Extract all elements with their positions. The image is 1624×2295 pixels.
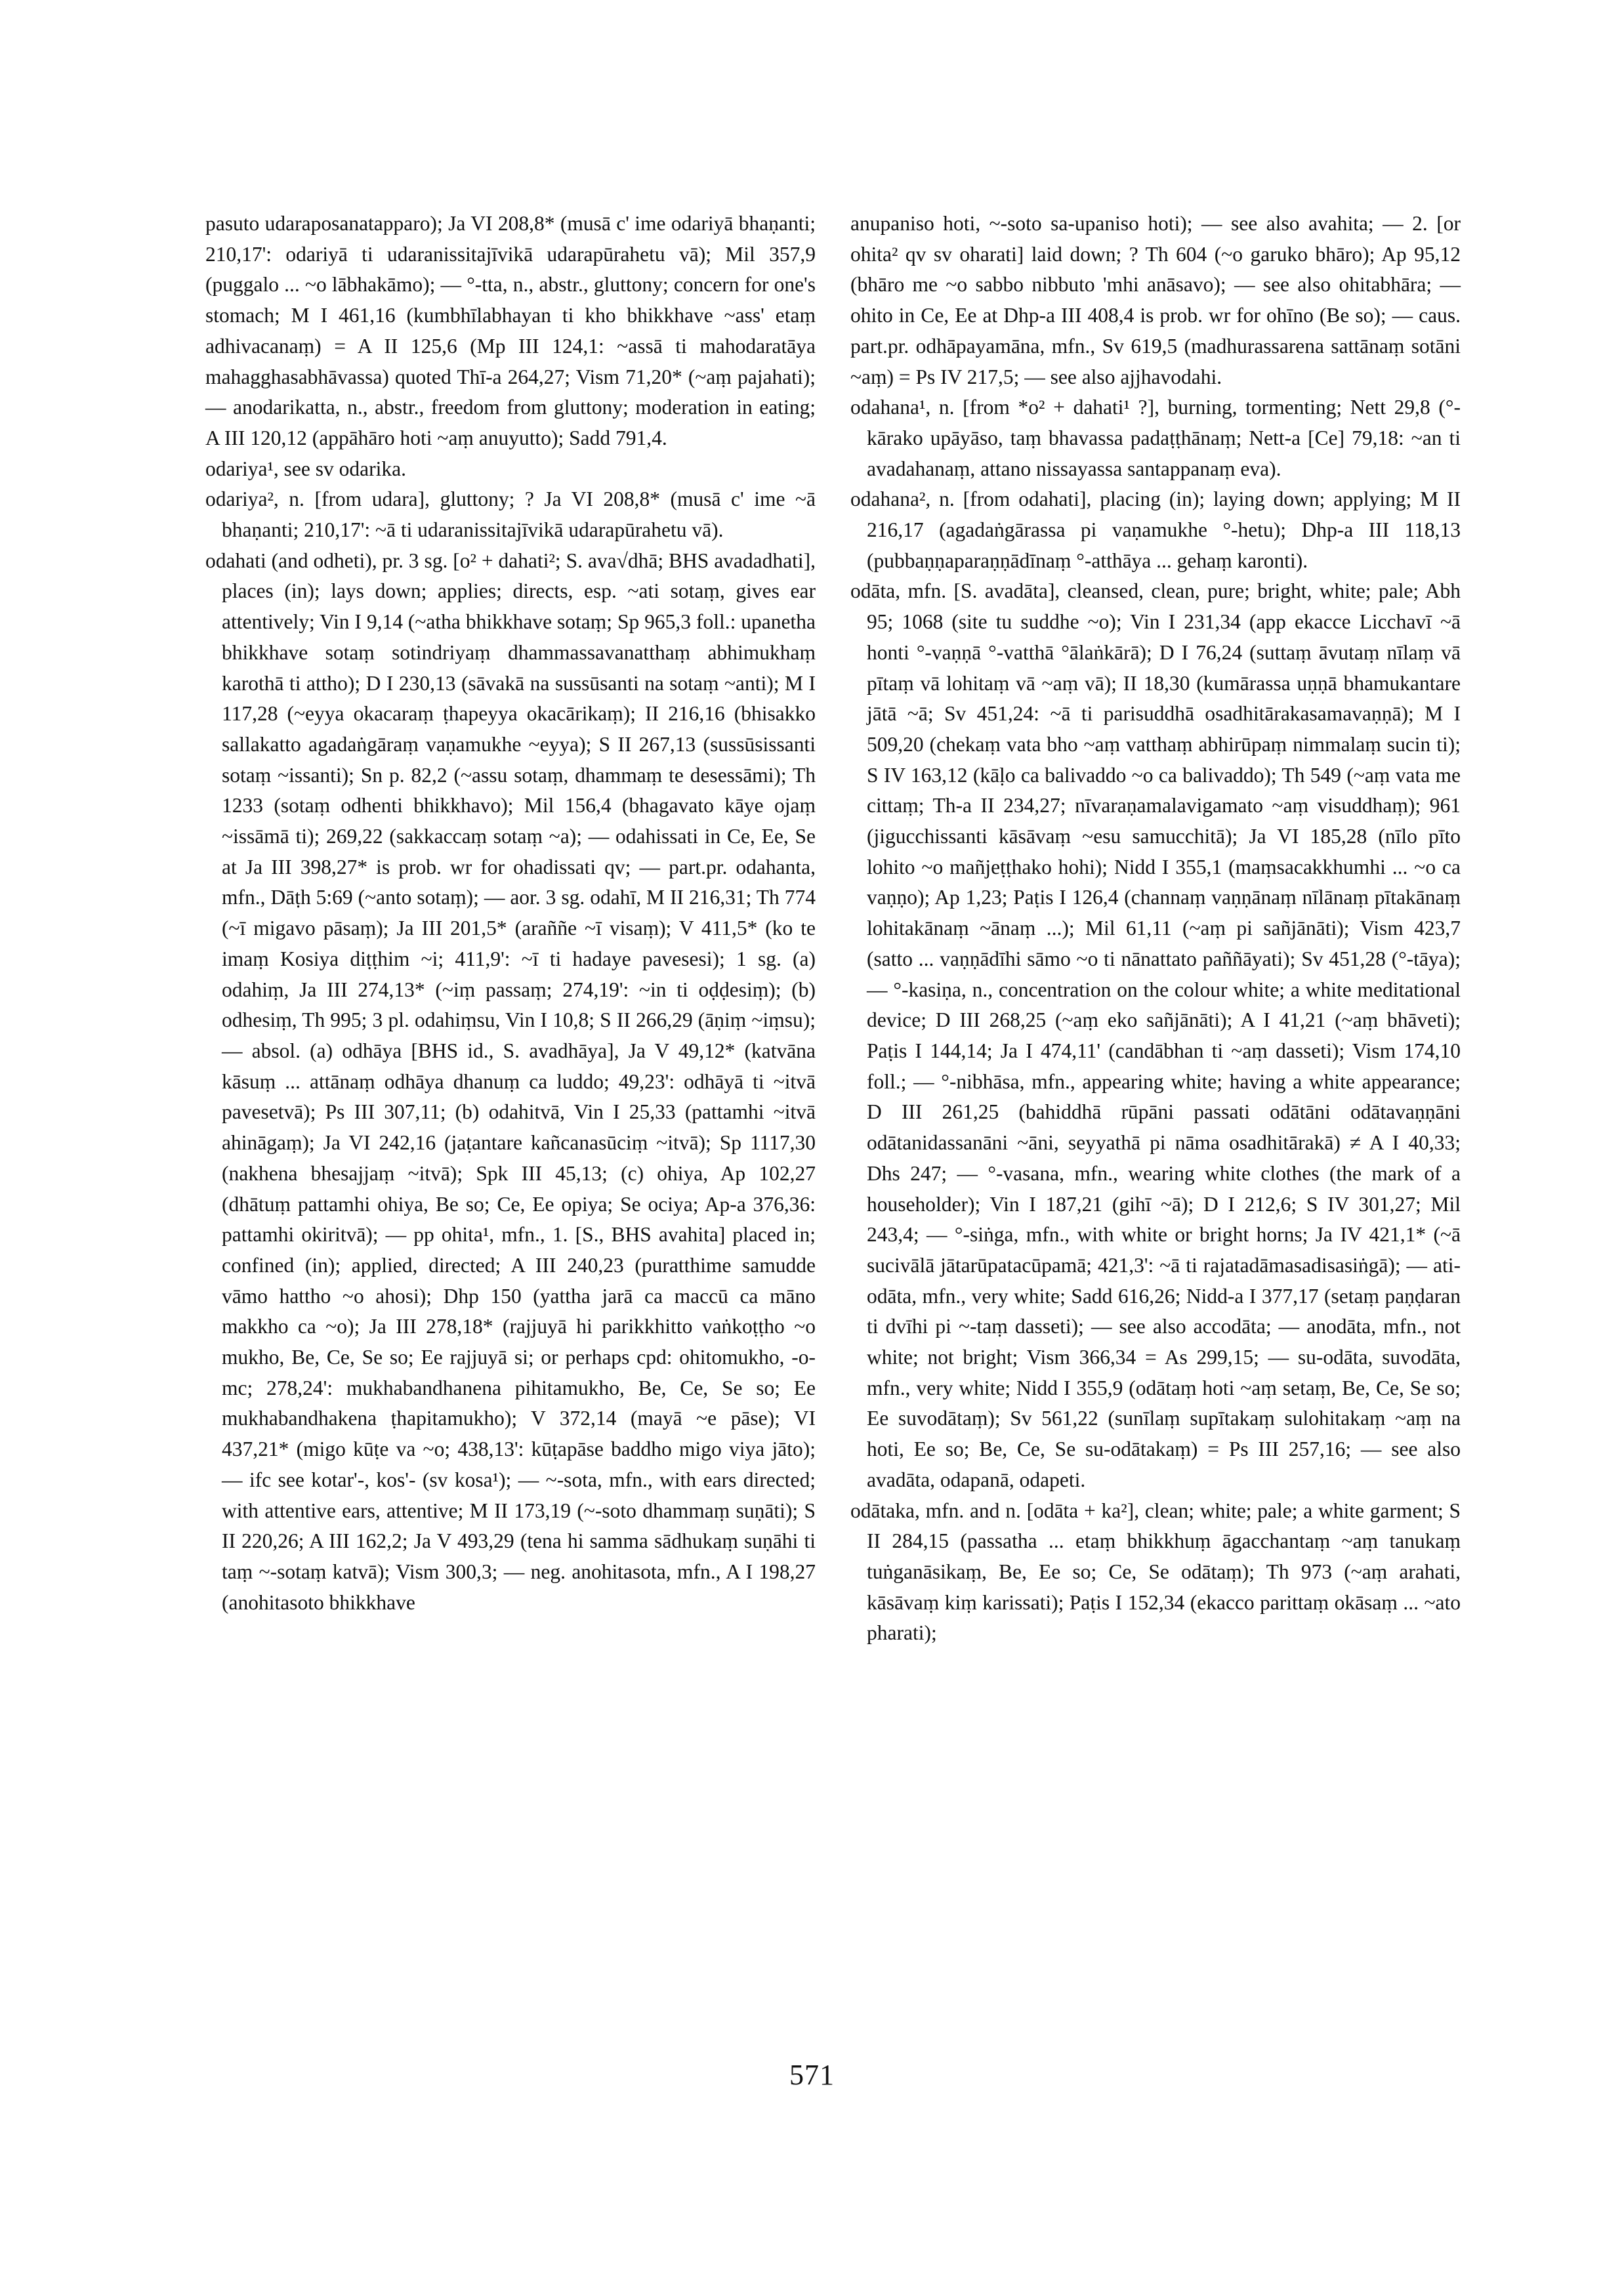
entry-odahana-2: odahana², n. [from odahati], placing (in); laying down; applying; M II 216,17 (agadaṅgārassa pi vaṇamukhe °-hetu); Dhp-a III 118,13 (pubbaṇṇaparaṇṇādīnaṃ °-atthāya ... gehaṃ karonti). xyxy=(850,487,1461,572)
page-number: 571 xyxy=(789,2059,835,2091)
left-column xyxy=(205,209,816,1618)
entry-odata: odāta, mfn. [S. avadāta], cleansed, clean, pure; bright, white; pale; Abh 95; 1068 (site tu suddhe ~o); Vin I 231,34 (app ekacce Licchavī ~ā honti °-vaṇṇā °-vatthā °ālaṅkārā); D I 76,24 (suttaṃ āvutaṃ nīlaṃ vā pītaṃ vā lohitaṃ vā ~aṃ vā); II 18,30 (kumārassa uṇṇā bhamukantare jātā ~ā; Sv 451,24: ~ā ti parisuddhā osadhitārakasamavaṇṇā); M I 509,20 (chekaṃ vata bho ~aṃ vatthaṃ abhirūpaṃ nimmalaṃ sucin ti); S IV 163,12 (kāḷo ca balivaddo ~o ca balivaddo); Th 549 (~aṃ vata me cittaṃ; Th-a II 234,27; nīvaraṇamalavigamato ~aṃ visuddhaṃ); 961 (jigucchissanti kāsāvaṃ ~esu samucchitā); Ja VI 185,28 (nīlo pīto lohito ~o mañjeṭṭhako hohi); Nidd I 355,1 (maṃsacakkhumhi ... ~o ca vaṇṇo); Ap 1,23; Paṭis I 126,4 (channaṃ vaṇṇānaṃ nīlānaṃ pītakānaṃ lohitakānaṃ ~ānaṃ ...); Mil 61,11 (~aṃ pi sañjānāti); Vism 423,7 (satto ... vaṇṇādīhi sāmo ~o ti nānattato paññāyati); Sv 451,28 (°-tāya); — °-kasiṇa, n., concentration on the colour white; a white meditational device; D III 268,25 (~aṃ eko sañjānāti); A I 41,21 (~aṃ bhāveti); Paṭis I 144,14; Ja I 474,11' (candābhan ti ~aṃ dasseti); Vism 174,10 foll.; — °-nibhāsa, mfn., appearing white; having a white appearance; D III 261,25 (bahiddhā rūpāni passati odātāni odātavaṇṇāni odātanidassanāni ~āni, seyyathā pi nāma osadhitārakā) ≠ A I 40,33; Dhs 247; — °-vasana, mfn., wearing white clothes (the mark of a householder); Vin I 187,21 (gihī ~ā); D I 212,6; S IV 301,27; Mil 243,4; — °-siṅga, mfn., with white or bright horns; Ja IV 421,1* (~ā sucivālā jātarūpatacūpamā; 421,3': ~ā ti rajatadāmasadisasiṅgā); — ati-odāta, mfn., very white; Sadd 616,26; Nidd-a I 377,17 (setaṃ paṇḍaran ti dvīhi pi ~-taṃ dasseti); — see also accodāta; — anodāta, mfn., not white; not bright; Vism 366,34 = As 299,15; — su-odāta, suvodāta, mfn., very white; Nidd I 355,9 (odātaṃ hoti ~aṃ setaṃ, Be, Ce, Se so; Ee suvodātaṃ); Sv 561,22 (sunīlaṃ supītakaṃ sulohitakaṃ ~aṃ na hoti, Ee so; Be, Ce, Se su-odātakaṃ) = Ps III 257,16; — see also avadāta, odapanā, odapeti. xyxy=(850,579,1461,1491)
entry-odarika-continued: pasuto udaraposanatapparo); Ja VI 208,8* (musā c' ime odariyā bhaṇanti; 210,17': odariyā ti udaranissitajīvikā udarapūrahetu vā); Mil 357,9 (puggalo ... ~o lābhakāmo); — °-tta, n., abstr., gluttony; concern for one's stomach; M I 461,16 (kumbhīlabhayan ti kho bhikkhave ~ass' etaṃ adhivacanaṃ) = A II 125,6 (Mp III 124,1: ~assā ti mahodaratāya mahagghasabhāvassa) quoted Thī-a 264,27; Vism 71,20* (~aṃ pajahati); — anodarikatta, n., abstr., freedom from gluttony; moderation in eating; A III 120,12 (appāhāro hoti ~aṃ anuyutto); Sadd 791,4. xyxy=(205,212,816,449)
entry-odataka: odātaka, mfn. and n. [odāta + ka²], clean; white; pale; a white garment; S II 284,15 (passatha ... etaṃ bhikkhuṃ āgacchantaṃ ~aṃ tanukaṃ tuṅganāsikaṃ, Be, Ee so; Ce, Se odātaṃ); Th 973 (~aṃ arahati, kāsāvaṃ kiṃ karissati); Paṭis I 152,34 (ekacco parittaṃ okāsaṃ ... ~ato pharati); xyxy=(850,1499,1461,1645)
entry-odariya-2: odariya², n. [from udara], gluttony; ? Ja VI 208,8* (musā c' ime ~ā bhaṇanti; 210,17': ~ā ti udaranissitajīvikā udarapūrahetu vā). xyxy=(205,487,816,542)
entry-odahana-1: odahana¹, n. [from *o² + dahati¹ ?], burning, tormenting; Nett 29,8 (°-kārako upāyāso, taṃ bhavassa padaṭṭhānaṃ; Nett-a [Ce] 79,18: ~an ti avadahanaṃ, attano nissayassa santappanaṃ eva). xyxy=(850,396,1461,480)
right-column xyxy=(850,209,1461,1649)
entry-odahati-continued: anupaniso hoti, ~-soto sa-upaniso hoti); — see also avahita; — 2. [or ohita² qv sv oharati] laid down; ? Th 604 (~o garuko bhāro); Ap 95,12 (bhāro me ~o sabbo nibbuto 'mhi anāsavo); — see also ohitabhāra; — ohito in Ce, Ee at Dhp-a III 408,4 is prob. wr for ohīno (Be so); — caus. part.pr. odhāpayamāna, mfn., Sv 619,5 (madhurassarena sattānaṃ sotāni ~aṃ) = Ps IV 217,5; — see also ajjhavodahi. xyxy=(850,212,1461,388)
entry-odahati: odahati (and odheti), pr. 3 sg. [o² + dahati²; S. ava√dhā; BHS avadadhati], places (in); lays down; applies; directs, esp. ~ati sotaṃ, gives ear attentively; Vin I 9,14 (~atha bhikkhave sotaṃ; Sp 965,3 foll.: upanetha bhikkhave sotaṃ sotindriyaṃ dhammassavanatthaṃ abhimukhaṃ karothā ti attho); D I 230,13 (sāvakā na sussūsanti na sotaṃ ~anti); M I 117,28 (~eyya okacaraṃ ṭhapeyya okacārikaṃ); II 216,16 (bhisakko sallakatto agadaṅgāraṃ vaṇamukhe ~eyya); S II 267,13 (sussūsissanti sotaṃ ~issanti); Sn p. 82,2 (~assu sotaṃ, dhammaṃ te desessāmi); Th 1233 (sotaṃ odhenti bhikkhavo); Mil 156,4 (bhagavato kāye ojaṃ ~issāmā ti); 269,22 (sakkaccaṃ sotaṃ ~a); — odahissati in Ce, Ee, Se at Ja III 398,27* is prob. wr for ohadissati qv; — part.pr. odahanta, mfn., Dāṭh 5:69 (~anto sotaṃ); — aor. 3 sg. odahī, M II 216,31; Th 774 (~ī migavo pāsaṃ); Ja III 201,5* (araññe ~ī visaṃ); V 411,5* (ko te imaṃ Kosiya diṭṭhim ~i; 411,9': ~ī ti hadaye pavesesi); 1 sg. (a) odahiṃ, Ja III 274,13* (~iṃ passaṃ; 274,19': ~in ti oḍḍesiṃ); (b) odhesiṃ, Th 995; 3 pl. odahiṃsu, Vin I 10,8; S II 266,29 (āṇiṃ ~iṃsu); — absol. (a) odhāya [BHS id., S. avadhāya], Ja V 49,12* (katvāna kāsuṃ ... attānaṃ odhāya dhanuṃ ca luddo; 49,23': odhāyā ti ~itvā pavesetvā); Ps III 307,11; (b) odahitvā, Vin I 25,33 (pattamhi ~itvā ahināgaṃ); Ja VI 242,16 (jaṭantare kañcanasūciṃ ~itvā); Sp 1117,30 (nakhena bhesajjaṃ ~itvā); Spk III 45,13; (c) ohiya, Ap 102,27 (dhātuṃ pattamhi ohiya, Be so; Ce, Ee opiya; Se ociya; Ap-a 376,36: pattamhi okiritvā); — pp ohita¹, mfn., 1. [S., BHS avahita] placed in; confined (in); applied, directed; A III 240,23 (puratthime samudde vāmo hattho ~o ahosi); Dhp 150 (yattha jarā ca maccū ca māno makkho ca ~o); Ja III 278,18* (rajjuyā hi parikkhitto vaṅkoṭṭho ~o mukho, Be, Ce, Se so; Ee rajjuyā si; or perhaps cpd: ohitomukho, -o-mc; 278,24': mukhabandhanena pihitamukho, Be, Ce, Se so; Ee mukhabandhakena ṭhapitamukho); V 372,14 (mayā ~e pāse); VI 437,21* (migo kūṭe va ~o; 438,13': kūṭapāse baddho migo viya jāto); — ifc see kotar'-, kos'- (sv kosa¹); — ~-sota, mfn., with ears directed; with attentive ears, attentive; M II 173,19 (~-soto dhammaṃ suṇāti); S II 220,26; A III 162,2; Ja V 493,29 (tena hi samma sādhukaṃ suṇāhi ti taṃ ~-sotaṃ katvā); Vism 300,3; — neg. anohitasota, mfn., A I 198,27 (anohitasoto bhikkhave xyxy=(205,548,816,1614)
entry-odariya-1: odariya¹, see sv odarika. xyxy=(205,457,406,480)
